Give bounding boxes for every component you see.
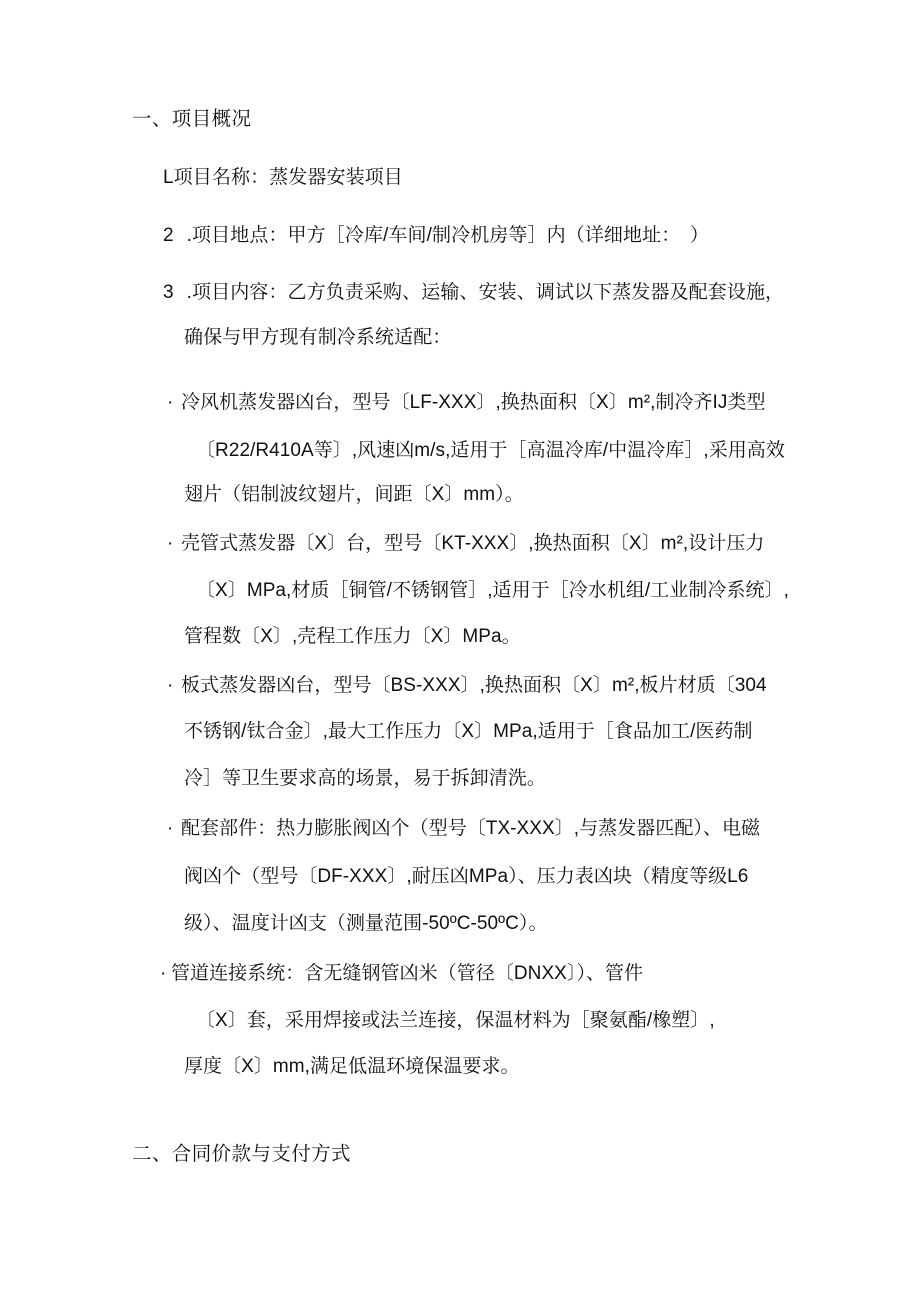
bullet-icon: · [167,675,174,696]
list-item-piping-line-1: 管道连接系统：含无缝钢管凶米（管径〔DNXX〕）、管件 [171,963,644,984]
numbered-item-2 [163,225,709,248]
numbered-item-1 [163,167,403,190]
list-item-air-cooler-line-3: 翅片（铝制波纹翅片，间距〔X〕mm）。 [184,484,524,505]
numbered-item-2-marker: 2 [163,225,174,246]
numbered-item-3-marker: 3 [163,282,174,303]
numbered-item-3-text: .项目内容：乙方负责采购、运输、安装、调试以下蒸发器及配套设施， [186,282,785,303]
list-item-shell-tube-line-3: 管程数〔X〕,壳程工作压力〔X〕MPa。 [184,626,521,647]
numbered-item-1-marker: L [163,167,174,188]
list-item-plate-line-1: 板式蒸发器凶台，型号〔BS-XXX〕,换热面积〔X〕m²,板片材质〔304 [181,675,767,696]
list-item-air-cooler-line-1: 冷风机蒸发器凶台，型号〔LF-XXX〕,换热面积〔X〕m²,制冷齐IJ类型 [181,392,766,413]
list-item-accessories [167,818,760,841]
bullet-icon: · [167,533,174,554]
section-heading-2: 二、合同价款与支付方式 [132,1143,351,1165]
list-item-accessories-line-2: 阀凶个（型号〔DF-XXX〕,耐压凶MPa）、压力表凶块（精度等级L6 [184,866,749,887]
numbered-item-1-text: 项目名称：蒸发器安装项目 [173,167,403,188]
bullet-icon: · [167,392,174,413]
list-item-accessories-line-1: 配套部件：热力膨胀阀凶个（型号〔TX-XXX〕,与蒸发器匹配）、电磁 [181,818,761,839]
list-item-plate [167,675,767,698]
list-item-piping-line-2: 〔X〕套，采用焊接或法兰连接，保温材料为［聚氨酯/橡塑〕, [196,1010,715,1031]
numbered-item-3 [163,282,784,305]
numbered-item-2-text: .项目地点：甲方［冷库/车间/制冷机房等］内（详细地址： ） [186,225,710,246]
list-item-air-cooler-line-2: 〔R22/R410A等〕,风速凶m/s,适用于［高温冷库/中温冷库］,采用高效 [196,440,785,461]
list-item-piping [160,963,643,986]
list-item-shell-tube [167,533,764,556]
list-item-piping-line-3: 厚度〔X〕mm,满足低温环境保温要求。 [184,1056,520,1077]
list-item-shell-tube-line-1: 壳管式蒸发器〔X〕台，型号〔KT-XXX〕,换热面积〔X〕m²,设计压力 [181,533,765,554]
list-item-shell-tube-line-2: 〔X〕MPa,材质［铜管/不锈钢管］,适用于［冷水机组/工业制冷系统〕, [196,580,789,601]
bullet-icon: · [160,963,167,984]
list-item-air-cooler [167,392,766,415]
bullet-icon: · [167,818,174,839]
list-item-accessories-line-3: 级）、温度计凶支（测量范围-50ºC-50ºC）。 [184,913,548,934]
list-item-plate-line-3: 冷］等卫生要求高的场景，易于拆卸清洗。 [184,768,546,789]
section-1-continuation-line: 确保与甲方现有制冷系统适配： [184,327,452,348]
section-heading-1: 一、项目概况 [132,108,252,130]
list-item-plate-line-2: 不锈钢/钛合金〕,最大工作压力〔X〕MPa,适用于［食品加工/医药制 [184,721,753,742]
